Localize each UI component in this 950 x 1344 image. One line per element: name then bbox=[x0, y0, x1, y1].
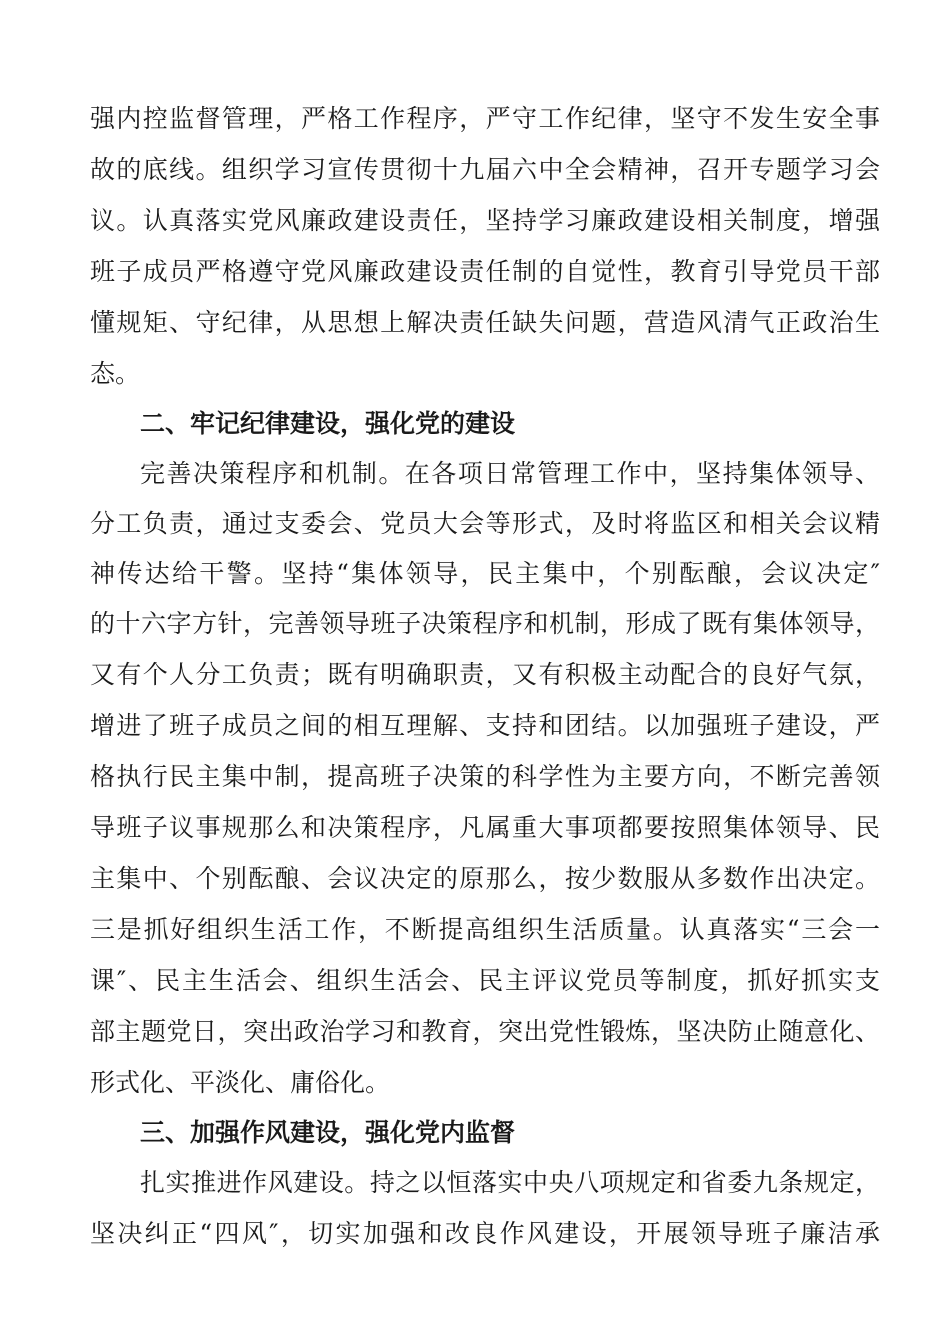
paragraph-line: 课″、民主生活会、组织生活会、民主评议党员等制度，抓好抓实支 bbox=[90, 966, 880, 995]
section-heading-2: 二、牢记纪律建设，强化党的建设 bbox=[140, 409, 516, 438]
paragraph-line: 形式化、平淡化、庸俗化。 bbox=[90, 1068, 391, 1097]
paragraph-line: 强内控监督管理，严格工作程序，严守工作纪律，坚守不发生安全事 bbox=[90, 104, 880, 133]
paragraph-line: 分工负责，通过支委会、党员大会等形式，及时将监区和相关会议精 bbox=[90, 509, 880, 538]
paragraph-line: 态。 bbox=[90, 359, 141, 388]
paragraph-line: 神传达给干警。坚持“集体领导，民主集中，个别酝酿，会议决定″ bbox=[90, 559, 880, 588]
paragraph-line: 增进了班子成员之间的相互理解、支持和团结。以加强班子建设，严 bbox=[90, 711, 880, 740]
paragraph-line: 班子成员严格遵守党风廉政建设责任制的自觉性，教育引导党员干部 bbox=[90, 257, 880, 286]
paragraph-line: 格执行民主集中制，提高班子决策的科学性为主要方向，不断完善领 bbox=[90, 762, 880, 791]
section-heading-3: 三、加强作风建设，强化党内监督 bbox=[140, 1118, 516, 1147]
paragraph-line: 的十六字方针，完善领导班子决策程序和机制，形成了既有集体领导， bbox=[90, 609, 880, 638]
paragraph-line: 完善决策程序和机制。在各项日常管理工作中，坚持集体领导、 bbox=[140, 459, 880, 488]
paragraph-line: 导班子议事规那么和决策程序，凡属重大事项都要按照集体领导、民 bbox=[90, 813, 880, 842]
paragraph-line: 议。认真落实党风廉政建设责任，坚持学习廉政建设相关制度，增强 bbox=[90, 206, 880, 235]
paragraph-line: 又有个人分工负责；既有明确职责，又有积极主动配合的良好气氛， bbox=[90, 660, 880, 689]
paragraph-line: 三是抓好组织生活工作，不断提高组织生活质量。认真落实“三会一 bbox=[90, 915, 880, 944]
paragraph-line: 部主题党日，突出政治学习和教育，突出党性锻炼，坚决防止随意化、 bbox=[90, 1017, 880, 1046]
paragraph-line: 坚决纠正“四风″，切实加强和改良作风建设，开展领导班子廉洁承 bbox=[90, 1219, 880, 1248]
paragraph-line: 扎实推进作风建设。持之以恒落实中央八项规定和省委九条规定， bbox=[140, 1168, 880, 1197]
paragraph-line: 主集中、个别酝酿、会议决定的原那么，按少数服从多数作出决定。 bbox=[90, 864, 880, 893]
paragraph-line: 懂规矩、守纪律，从思想上解决责任缺失问题，营造风清气正政治生 bbox=[90, 308, 880, 337]
paragraph-line: 故的底线。组织学习宣传贯彻十九届六中全会精神，召开专题学习会 bbox=[90, 155, 880, 184]
